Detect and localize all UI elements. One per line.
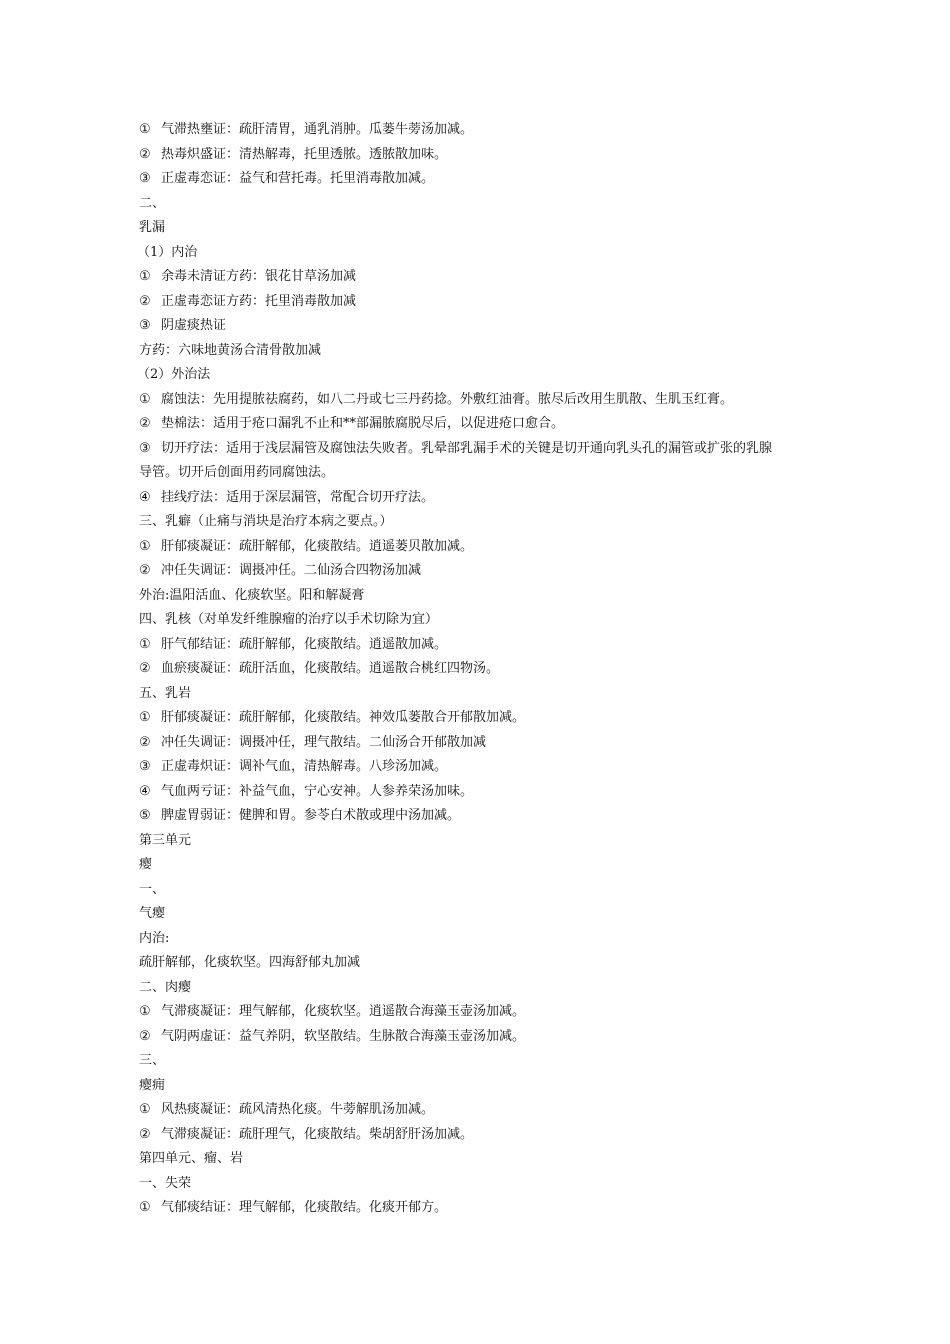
line-text: 瘿痈 (139, 1077, 166, 1093)
text-line (139, 363, 829, 388)
line-text: 内治: (139, 930, 170, 946)
line-text: 血瘀痰凝证：疏肝活血，化痰散结。逍遥散合桃红四物汤。 (161, 661, 500, 676)
list-marker: ① (139, 636, 151, 652)
line-text: 四、乳核（对单发纤维腺瘤的治疗以手术切除为宜） (139, 612, 439, 627)
text-line (139, 584, 829, 609)
line-text: 二、肉瘿 (139, 979, 192, 995)
text-line (139, 314, 829, 339)
text-line (139, 216, 829, 241)
text-line (139, 167, 829, 192)
line-text: 气阴两虚证：益气养阴，软坚散结。生脉散合海藻玉壶汤加减。 (161, 1028, 526, 1044)
line-text: 气血两亏证：补益气血，宁心安神。人参养荣汤加味。 (161, 783, 474, 799)
list-marker: ② (139, 293, 151, 309)
list-marker: ⑤ (139, 808, 151, 823)
text-line (139, 1172, 829, 1197)
text-line (139, 976, 829, 1001)
line-text: 导管。切开后创面用药同腐蚀法。 (139, 465, 335, 480)
line-text: 气瘿 (139, 906, 166, 921)
text-line (139, 706, 829, 731)
line-text: 阴虚痰热证 (161, 318, 227, 333)
line-text: 气滞热壅证：疏肝清胃，通乳消肿。瓜蒌牛蒡汤加减。 (161, 122, 474, 137)
line-text: 风热痰凝证：疏风清热化痰。牛蒡解肌汤加减。 (161, 1102, 435, 1117)
text-line (139, 265, 829, 290)
list-marker: ② (139, 1126, 151, 1142)
text-line (139, 1123, 829, 1148)
text-line (139, 1147, 829, 1172)
list-marker: ① (139, 1004, 151, 1019)
text-line (139, 1098, 829, 1123)
text-line (139, 1074, 829, 1099)
text-line (139, 731, 829, 756)
text-line (139, 1000, 829, 1025)
text-line (139, 878, 829, 903)
list-marker: ② (139, 416, 151, 431)
line-text: （1）内治 (137, 244, 198, 260)
line-text: 热毒炽盛证：清热解毒，托里透脓。透脓散加味。 (161, 146, 448, 162)
text-line (139, 608, 829, 633)
list-marker: ③ (139, 440, 151, 456)
text-line (139, 682, 829, 707)
list-marker: ① (139, 710, 151, 725)
text-line (139, 951, 829, 976)
text-line (139, 241, 829, 266)
line-text: 三、乳癖（止痛与消块是治疗本病之要点。） (139, 514, 393, 529)
list-marker: ② (139, 563, 151, 578)
list-marker: ② (139, 146, 151, 162)
text-line (139, 388, 829, 413)
line-text: 一、 (139, 881, 166, 897)
line-text: 脾虚胃弱证：健脾和胃。参苓白术散或理中汤加减。 (161, 808, 461, 823)
line-text: 三、 (139, 1053, 166, 1068)
line-text: 乳漏 (139, 220, 166, 235)
text-line (139, 118, 829, 143)
line-text: 冲任失调证：调摄冲任。二仙汤合四物汤加减 (161, 563, 422, 578)
line-text: 方药：六味地黄汤合清骨散加减 (139, 342, 322, 358)
list-marker: ③ (139, 759, 151, 774)
text-line (139, 510, 829, 535)
list-marker: ① (139, 538, 151, 554)
list-marker: ① (139, 269, 151, 284)
list-marker: ① (139, 122, 151, 137)
text-line (139, 339, 829, 364)
line-text: 冲任失调证：调摄冲任，理气散结。二仙汤合开郁散加减 (161, 734, 487, 750)
list-marker: ② (139, 1028, 151, 1044)
line-text: 垫棉法：适用于疮口漏乳不止和**部漏脓腐脱尽后，以促进疮口愈合。 (161, 416, 565, 431)
text-line (139, 755, 829, 780)
line-text: 正虚毒恋证方药：托里消毒散加减 (161, 293, 357, 309)
list-marker: ③ (139, 318, 151, 333)
line-text: 肝郁痰凝证：疏肝解郁，化痰散结。神效瓜蒌散合开郁散加减。 (161, 710, 526, 725)
list-marker: ① (139, 1102, 151, 1117)
list-marker: ① (139, 1200, 151, 1215)
text-line (139, 902, 829, 927)
text-line (139, 535, 829, 560)
line-text: 气滞痰凝证：疏肝理气，化痰散结。柴胡舒肝汤加减。 (161, 1126, 474, 1142)
line-text: 正虚毒恋证：益气和营托毒。托里消毒散加减。 (161, 171, 435, 186)
line-text: 挂线疗法：适用于深层漏管，常配合切开疗法。 (161, 489, 435, 505)
line-text: 气滞痰凝证：理气解郁，化痰软坚。逍遥散合海藻玉壶汤加减。 (161, 1004, 526, 1019)
list-marker: ④ (139, 489, 151, 505)
text-line (139, 829, 829, 854)
text-line (139, 1196, 829, 1221)
text-line (139, 657, 829, 682)
line-text: 腐蚀法：先用提脓祛腐药，如八二丹或七三丹药捻。外敷红油膏。脓尽后改用生肌散、生肌玉红膏。 (161, 391, 734, 407)
line-text: 五、乳岩 (139, 685, 192, 701)
text-line (139, 192, 829, 217)
text-line (139, 412, 829, 437)
list-marker: ③ (139, 171, 151, 186)
list-marker: ② (139, 734, 151, 750)
text-line (139, 437, 829, 462)
line-text: 瘿 (139, 857, 153, 872)
line-text: 二、 (139, 195, 166, 211)
line-text: 肝郁痰凝证：疏肝解郁，化痰散结。逍遥蒌贝散加减。 (161, 538, 474, 554)
text-line (139, 927, 829, 952)
line-text: 切开疗法：适用于浅层漏管及腐蚀法失败者。乳晕部乳漏手术的关键是切开通向乳头孔的漏管或扩张的乳腺 (161, 440, 773, 456)
line-text: 第四单元、瘤、岩 (139, 1151, 244, 1166)
text-line (139, 853, 829, 878)
line-text: 一、失荣 (139, 1175, 192, 1191)
line-text: （2）外治法 (137, 367, 211, 382)
text-line (139, 143, 829, 168)
text-line (139, 290, 829, 315)
text-line (139, 461, 829, 486)
text-line (139, 486, 829, 511)
text-line (139, 780, 829, 805)
text-line (139, 804, 829, 829)
line-text: 第三单元 (139, 832, 192, 848)
list-marker: ② (139, 661, 151, 676)
line-text: 正虚毒炽证：调补气血，清热解毒。八珍汤加减。 (161, 759, 448, 774)
text-line (139, 1025, 829, 1050)
line-text: 疏肝解郁，化痰软坚。四海舒郁丸加减 (139, 955, 361, 970)
text-line (139, 633, 829, 658)
line-text: 气郁痰结证：理气解郁，化痰散结。化痰开郁方。 (161, 1200, 448, 1215)
line-text: 肝气郁结证：疏肝解郁，化痰散结。逍遥散加减。 (161, 636, 448, 652)
document-body (139, 118, 829, 1221)
text-line (139, 559, 829, 584)
list-marker: ① (139, 391, 151, 407)
text-line (139, 1049, 829, 1074)
line-text: 外治:温阳活血、化痰软坚。阳和解凝膏 (139, 587, 365, 603)
list-marker: ④ (139, 783, 151, 799)
line-text: 余毒未清证方药：银花甘草汤加减 (161, 269, 357, 284)
